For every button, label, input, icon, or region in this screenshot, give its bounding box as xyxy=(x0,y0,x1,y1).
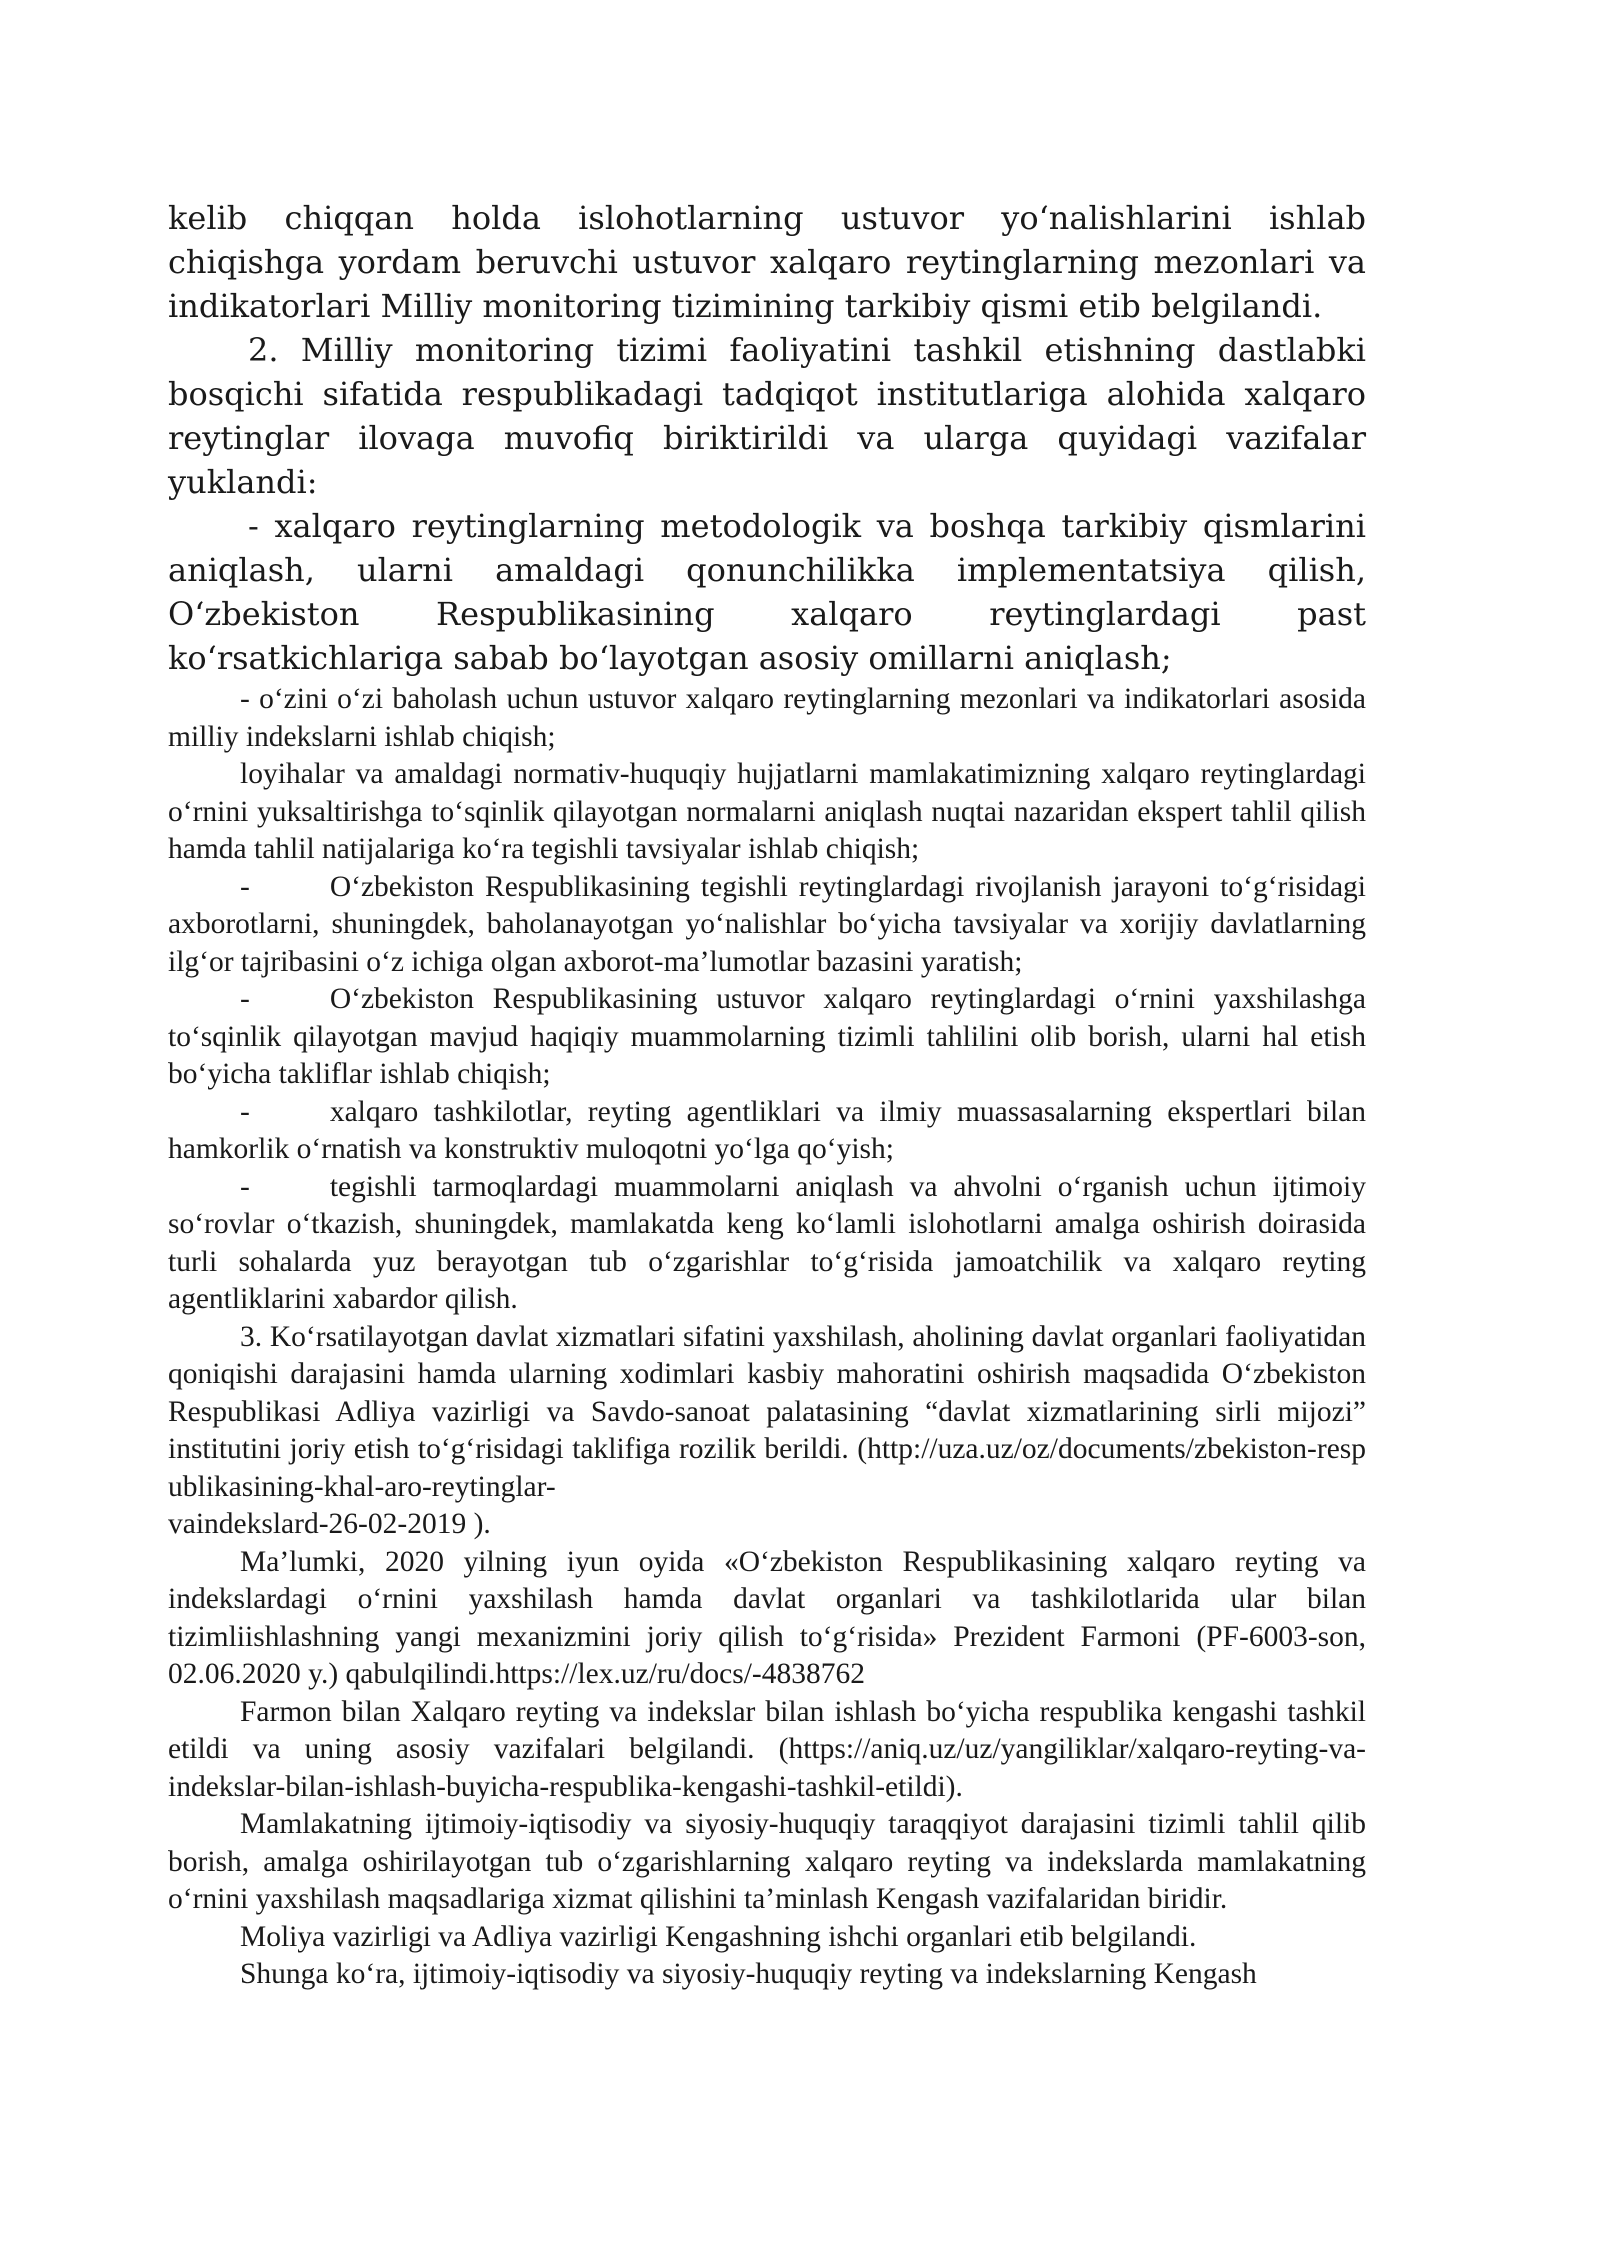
paragraph-task-1: - xalqaro reytinglarning metodologik va boshqa tarkibiy qismlarini aniqlash, ularni amaldagi qonunchilikka implementatsiya qilish, O‘zbekiston Respublikasining xalqaro reytinglardagi past ko‘rsatkichlariga sabab bo‘layotgan asosiy omillarni aniqlash; xyxy=(168,507,1366,677)
serif-section xyxy=(168,196,1366,680)
dash-marker: - xyxy=(240,1170,250,1203)
paragraph-decree: Ma’lumki, 2020 yilning iyun oyida «O‘zbekiston Respublikasining xalqaro reyting va indekslardagi o‘rnini yaxshilash hamda davlat organlari va tashkilotlarida ular bilan tizimliishlashning yangi mexanizmini joriy qilish to‘g‘risida» Prezident Farmoni (PF-6003-son, 02.06.2020 y.) qabulqilindi.https://lex.uz/ru/docs/-4838762 xyxy=(168,1545,1366,1690)
dash-item-text: O‘zbekiston Respublikasining ustuvor xalqaro reytinglardagi o‘rnini yaxshilashga to‘sqinlik qilayotgan mavjud haqiqiy muammolarning tizimli tahlilini olib borish, ularni hal etish bo‘yicha takliflar ishlab chiqish; xyxy=(168,983,1366,1090)
dash-marker: - xyxy=(240,983,250,1015)
paragraph-task-3: loyihalar va amaldagi normativ-huquqiy hujjatlarni mamlakatimizning xalqaro reytinglardagi o‘rnini yuksaltirishga to‘sqinlik qilayotgan normalarni aniqlash nuqtai nazaridan ekspert tahlil qilish hamda tahlil natijalariga ko‘ra tegishli tavsiyalar ishlab chiqish; xyxy=(168,758,1366,865)
paragraph-council: Farmon bilan Xalqaro reyting va indekslar bilan ishlash bo‘yicha respublika kengashi tashkil etildi va uning asosiy vazifalari belgilandi. (https://aniq.uz/uz/yangiliklar/xalqaro-reyting-va-indekslar-bilan-ishlash-buyicha-respublika-kengashi-tashkil-etildi). xyxy=(168,1695,1366,1803)
paragraph-task-2: - o‘zini o‘zi baholash uchun ustuvor xalqaro reytinglarning mezonlari va indikatorlari asosida milliy indekslarni ishlab chiqish; xyxy=(168,683,1366,753)
dash-item-text: O‘zbekiston Respublikasining tegishli reytinglardagi rivojlanish jarayoni to‘g‘risidagi axborotlarni, shuningdek, baholanayotgan yo‘nalishlar bo‘yicha tavsiyalar va xorijiy davlatlarning ilg‘or tajribasini o‘z ichiga olgan axborot-ma’lumotlar bazasini yaratish; xyxy=(168,870,1366,978)
dash-item xyxy=(168,1094,1366,1169)
paragraph-conclusion: Shunga ko‘ra, ijtimoiy-iqtisodiy va siyosiy-huquqiy reyting va indekslarning Kengash xyxy=(240,1958,1257,1990)
times-section xyxy=(168,681,1366,1994)
dash-item xyxy=(168,869,1366,982)
paragraph-intro: kelib chiqqan holda islohotlarning ustuvor yo‘nalishlarini ishlab chiqishga yordam beruvchi ustuvor xalqaro reytinglarning mezonlari va indikatorlari Milliy monitoring tizimining tarkibiy qismi etib belgilandi. xyxy=(168,199,1366,325)
dash-item-text: xalqaro tashkilotlar, reyting agentliklari va ilmiy muassasalarning ekspertlari bilan hamkorlik o‘rnatish va konstruktiv muloqotni yo‘lga qo‘yish; xyxy=(168,1095,1366,1165)
document-page xyxy=(168,196,1366,1994)
paragraph-item-3-text: 3. Ko‘rsatilayotgan davlat xizmatlari sifatini yaxshilash, aholining davlat organlari faoliyatidan qoniqishi darajasini hamda ularning xodimlari kasbiy mahoratini oshirish maqsadida O‘zbekiston Respublikasi Adliya vazirligi va Savdo-sanoat palatasining “davlat xizmatlarining sirli mijozi” institutini joriy etish to‘g‘risidagi taklifiga rozilik berildi. xyxy=(168,1320,1366,1465)
paragraph-item-2: 2. Milliy monitoring tizimi faoliyatini tashkil etishning dastlabki bosqichi sifatida respublikadagi tadqiqot institutlariga alohida xalqaro reytinglar ilovaga muvofiq biriktirildi va ularga quyidagi vazifalar yuklandi: xyxy=(168,331,1366,501)
dash-item xyxy=(168,1169,1366,1319)
paragraph-item-3 xyxy=(168,1319,1366,1544)
dash-marker: - xyxy=(240,1095,250,1128)
paragraph-council-task: Mamlakatning ijtimoiy-iqtisodiy va siyosiy-huquqiy taraqqiyot darajasini tizimli tahlil qilib borish, amalga oshirilayotgan tub o‘zgarishlarning xalqaro reyting va indekslarda mamlakatning o‘rnini yaxshilash maqsadlariga xizmat qilishini ta’minlash Kengash vazifalaridan biridir. xyxy=(168,1808,1366,1915)
paragraph-working-bodies: Moliya vazirligi va Adliya vazirligi Kengashning ishchi organlari etib belgilandi. xyxy=(240,1920,1197,1953)
dash-item-text: tegishli tarmoqlardagi muammolarni aniqlash va ahvolni o‘rganish uchun ijtimoiy so‘rovlar o‘tkazish, shuningdek, mamlakatda keng ko‘lamli islohotlarni amalga oshirish doirasida turli sohalarda yuz berayotgan tub o‘zgarishlar to‘g‘risida jamoatchilik va xalqaro reyting agentliklarini xabardor qilish. xyxy=(168,1170,1366,1315)
reference-url-uza[interactable]: (http://uza.uz/oz/documents/zbekiston-respublikasining-khal-aro-reytinglar- vaindekslard-26-02-2019 ). xyxy=(168,1433,1367,1540)
dash-item xyxy=(168,981,1366,1094)
dash-marker: - xyxy=(240,870,250,903)
